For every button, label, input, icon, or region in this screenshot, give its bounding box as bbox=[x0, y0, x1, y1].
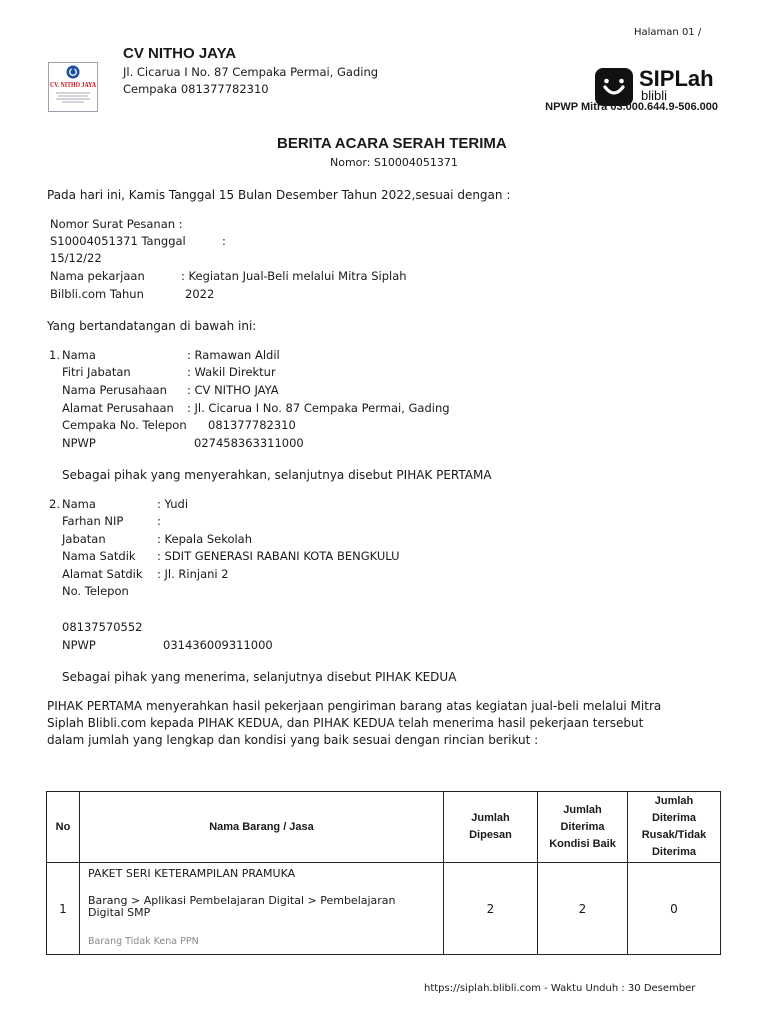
party-field bbox=[62, 584, 129, 598]
party-field-label: Alamat Satdik bbox=[62, 567, 143, 581]
party-field-value: : SDIT GENERASI RABANI KOTA BENGKULU bbox=[157, 549, 400, 563]
party-field bbox=[62, 514, 161, 528]
paragraph-line: dalam jumlah yang lengkap dan kondisi yang baik sesuai dengan rincian berikut : bbox=[47, 733, 539, 747]
paragraph-line: Siplah Blibli.com kepada PIHAK KEDUA, dan PIHAK KEDUA telah menerima hasil pekerjaan tersebut bbox=[47, 716, 644, 730]
party-field-label: No. Telepon bbox=[62, 584, 129, 598]
party-field-value: : Jl. Cicarua I No. 87 Cempaka Permai, Gading bbox=[187, 401, 450, 415]
party-field bbox=[62, 567, 229, 581]
company-address-line: Jl. Cicarua I No. 87 Cempaka Permai, Gading bbox=[123, 65, 379, 79]
qty-rejected: 0 bbox=[628, 863, 721, 955]
party-field-label: Jabatan bbox=[62, 532, 106, 546]
order-label: Nama pekarjaan bbox=[50, 269, 145, 283]
party-field bbox=[62, 383, 279, 397]
party-field bbox=[62, 549, 400, 563]
party-field-value: 081377782310 bbox=[208, 418, 296, 432]
npwp-mitra: NPWP Mitra 03.000.644.9-506.000 bbox=[545, 101, 718, 113]
order-value: : Kegiatan Jual-Beli melalui Mitra Siplah bbox=[181, 269, 407, 283]
party-field-value: : Ramawan Aldil bbox=[187, 348, 280, 362]
siplah-sub-brand: blibli bbox=[641, 88, 668, 103]
intro-text: Pada hari ini, Kamis Tanggal 15 Bulan Desember Tahun 2022,sesuai dengan : bbox=[47, 188, 511, 202]
item-name-cell bbox=[80, 863, 444, 955]
party-field bbox=[62, 497, 189, 511]
order-label: Nomor Surat Pesanan : bbox=[50, 217, 183, 231]
table-header-qty-ordered: Jumlah Dipesan bbox=[444, 792, 538, 863]
party-field bbox=[62, 418, 296, 432]
siplah-brand: SIPLah bbox=[639, 66, 714, 91]
party-field bbox=[62, 401, 450, 415]
order-label: Bilbli.com Tahun bbox=[50, 287, 144, 301]
party-field bbox=[62, 436, 304, 450]
document-title: BERITA ACARA SERAH TERIMA bbox=[277, 135, 507, 152]
signatories-heading: Yang bertandatangan di bawah ini: bbox=[47, 319, 257, 333]
party-1-statement: Sebagai pihak yang menyerahkan, selanjutnya disebut PIHAK PERTAMA bbox=[62, 468, 492, 482]
page-indicator: Halaman 01 / bbox=[634, 27, 702, 38]
footer-text: https://siplah.blibli.com - Waktu Unduh : 30 Desember bbox=[424, 983, 696, 994]
order-label: 15/12/22 bbox=[50, 251, 102, 265]
items-table bbox=[46, 791, 721, 955]
table-header-no: No bbox=[47, 792, 80, 863]
party-field-value: 031436009311000 bbox=[163, 638, 273, 652]
table-row bbox=[47, 863, 721, 955]
party-field-value: : Jl. Rinjani 2 bbox=[157, 567, 229, 581]
party-field-label: Nama bbox=[62, 348, 96, 362]
qty-ordered: 2 bbox=[444, 863, 538, 955]
party-field bbox=[62, 532, 253, 546]
item-category: Barang > Aplikasi Pembelajaran Digital > Pembelajaran Digital SMP bbox=[88, 894, 396, 919]
document-number: Nomor: S10004051371 bbox=[330, 156, 458, 169]
order-row bbox=[50, 217, 183, 231]
company-logo-text: CV. NITHO JAYA bbox=[49, 80, 97, 89]
party-field bbox=[62, 348, 280, 362]
row-number: 1 bbox=[47, 863, 80, 955]
list-number: 1. bbox=[49, 348, 60, 362]
party-field-label: Nama Perusahaan bbox=[62, 383, 167, 397]
item-title: PAKET SERI KETERAMPILAN PRAMUKA bbox=[88, 867, 296, 880]
party-phone-value: 08137570552 bbox=[62, 620, 143, 634]
party-field-label: NPWP bbox=[62, 436, 96, 450]
table-header-item-name: Nama Barang / Jasa bbox=[80, 792, 444, 863]
item-tax-note: Barang Tidak Kena PPN bbox=[88, 936, 199, 947]
order-row bbox=[50, 251, 102, 265]
order-value: 2022 bbox=[185, 287, 215, 301]
order-value: : bbox=[222, 234, 226, 248]
order-label: S10004051371 Tanggal bbox=[50, 234, 186, 248]
party-2-statement: Sebagai pihak yang menerima, selanjutnya disebut PIHAK KEDUA bbox=[62, 670, 457, 684]
company-name: CV NITHO JAYA bbox=[123, 45, 237, 62]
table-header-qty-rejected: Jumlah Diterima Rusak/Tidak Diterima bbox=[628, 792, 721, 863]
table-header-qty-good: Jumlah Diterima Kondisi Baik bbox=[538, 792, 628, 863]
party-field bbox=[62, 638, 273, 652]
party-field-label: Nama Satdik bbox=[62, 549, 136, 563]
party-field-value: : Kepala Sekolah bbox=[157, 532, 253, 546]
company-logo bbox=[48, 62, 98, 112]
party-field-label: Farhan NIP bbox=[62, 514, 124, 528]
order-row bbox=[50, 269, 407, 283]
order-row bbox=[50, 287, 215, 301]
party-field-value: : Wakil Direktur bbox=[187, 365, 276, 379]
party-field bbox=[62, 365, 276, 379]
party-field-label: Alamat Perusahaan bbox=[62, 401, 174, 415]
party-field-label: Fitri Jabatan bbox=[62, 365, 131, 379]
party-field-label: Nama bbox=[62, 497, 96, 511]
table-header-row bbox=[47, 792, 721, 863]
party-field-value: : Yudi bbox=[157, 497, 189, 511]
party-field-label: Cempaka No. Telepon bbox=[62, 418, 187, 432]
paragraph-line: PIHAK PERTAMA menyerahkan hasil pekerjaan pengiriman barang atas kegiatan jual-beli melalui Mitra bbox=[47, 699, 662, 713]
party-field-value: 027458363311000 bbox=[194, 436, 304, 450]
qty-good: 2 bbox=[538, 863, 628, 955]
company-address-line: Cempaka 081377782310 bbox=[123, 82, 269, 96]
party-field-value: : bbox=[157, 514, 161, 528]
list-number: 2. bbox=[49, 497, 60, 511]
order-row bbox=[50, 234, 226, 248]
party-field-value: : CV NITHO JAYA bbox=[187, 383, 279, 397]
party-field-label: NPWP bbox=[62, 638, 96, 652]
